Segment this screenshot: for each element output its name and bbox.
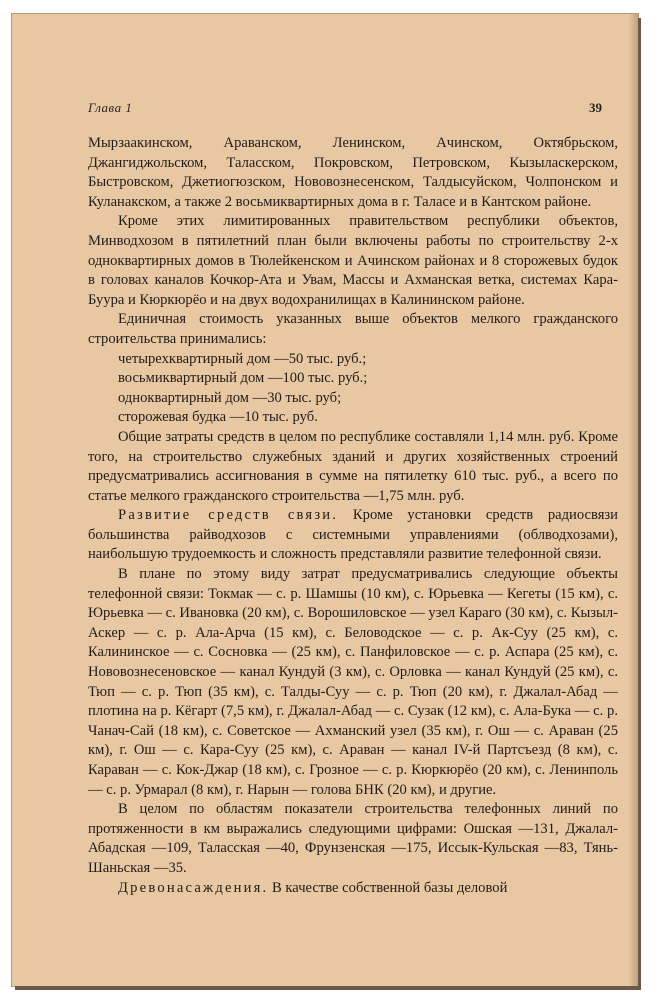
book-page — [12, 14, 638, 986]
chapter-label: Глава 1 — [88, 100, 133, 115]
paragraph-5 — [88, 506, 618, 565]
paragraph-6: В плане по этому виду затрат предусматривались следующие объекты телефонной связи: Токмак — с. р. Шамшы (10 км), с. Юрьевка — Кегеты (15 км), с. Юрьевка — с. Ивановка (20 км), с. Ворошиловское — узел Караго (30 км), с. Кызыл-Аскер — с. р. Ала-Арча (15 км), с. Беловодское — с. р. Ак-Суу (25 км), с. Калининское — с. Сосновка — (25 км), с. Панфиловское — с. р. Аспара (25 км), с. Нововознесеновское — канал Кундуй (3 км), с. Орловка — канал Кундуй (25 км), с. Тюп — с. р. Тюп (35 км), с. Талды-Суу — с. р. Тюп (20 км), г. Джалал-Абад — плотина на р. Кёгарт (7,5 км), г. Джалал-Абад — с. Сузак (12 км), с. Ала-Бука — с. р. Чанач-Сай (18 км), с. Советское — Ахманский узел (35 км), г. Ош — с. Араван (25 км), г. Ош — с. Кара-Суу (25 км), с. Араван — канал IV-й Партсъезд (8 км), с. Караван — с. Кок-Джар (18 км), с. Грозное — с. р. Кюркюрёо (20 км), с. Ленинполь — с. р. Урмарал (8 км), г. Нарын — голова БНК (20 км), и другие. — [88, 566, 618, 798]
page-text — [88, 134, 618, 898]
paragraph-8-text: В качестве собственной базы деловой — [268, 879, 508, 896]
paragraph-2: Кроме этих лимитированных правительством республики объектов, Минводхозом в пятилетний план были включены работы по строительству 2-х одноквартирных домов в Тюлейкенском и Ачинском районах и 8 сторожевых будок в головах каналов Кочкор-Ата и Увам, Массы и Ахманская ветка, системах Кара-Буура и Кюркюрёо и на двух водохранилищах в Калининском районе. — [88, 213, 618, 308]
section-heading-communications: Развитие средств связи. — [118, 507, 339, 524]
page-number: 39 — [589, 100, 602, 115]
section-heading-tree-planting: Древонасаждения. — [118, 879, 269, 896]
paragraph-4: Общие затраты средств в целом по республике составляли 1,14 млн. руб. Кроме того, на строительство служебных зданий и других хозяйственных строений предусматривались ассигнования в сумме на пятилетку 610 тыс. руб., а всего по статье мелкого гражданского строительства —1,75 млн. руб. — [88, 428, 618, 504]
paragraph-8 — [88, 879, 618, 899]
cost-item: восьмиквартирный дом —100 тыс. руб.; — [118, 370, 368, 387]
running-head — [88, 100, 602, 118]
paragraph-7: В целом по областям показатели строительства телефонных линий по протяженности в км выражались следующими цифрами: Ошская —131, Джалал-Абадская —109, Таласская —40, Фрунзенская —175, Иссык-Кульская —83, Тянь-Шаньская —35. — [88, 801, 618, 876]
paragraph-1: Мырзаакинском, Араванском, Ленинском, Ачинском, Октябрьском, Джангиджольском, Таласском, Покровском, Петровском, Кызыласкерском, Быстровском, Джетиогюзском, Нововознесенском, Талдысуйском, Чолпонском и Куланакском, а также 2 восьмиквартирных дома в г. Таласе и в Кантском районе. — [88, 135, 618, 210]
paragraph-3: Единичная стоимость указанных выше объектов мелкого гражданского строительства принимались: — [88, 311, 618, 347]
cost-item: четырехквартирный дом —50 тыс. руб.; — [118, 350, 367, 367]
cost-item: сторожевая будка —10 тыс. руб. — [118, 409, 318, 426]
cost-item: одноквартирный дом —30 тыс. руб; — [118, 389, 342, 406]
paragraph-5-text: Кроме установки средств радиосвязи большинства райводхозов с системными управлениями (облводхозами), наибольшую трудоемкость и сложность представляли развитие телефонной связи. — [88, 507, 618, 563]
